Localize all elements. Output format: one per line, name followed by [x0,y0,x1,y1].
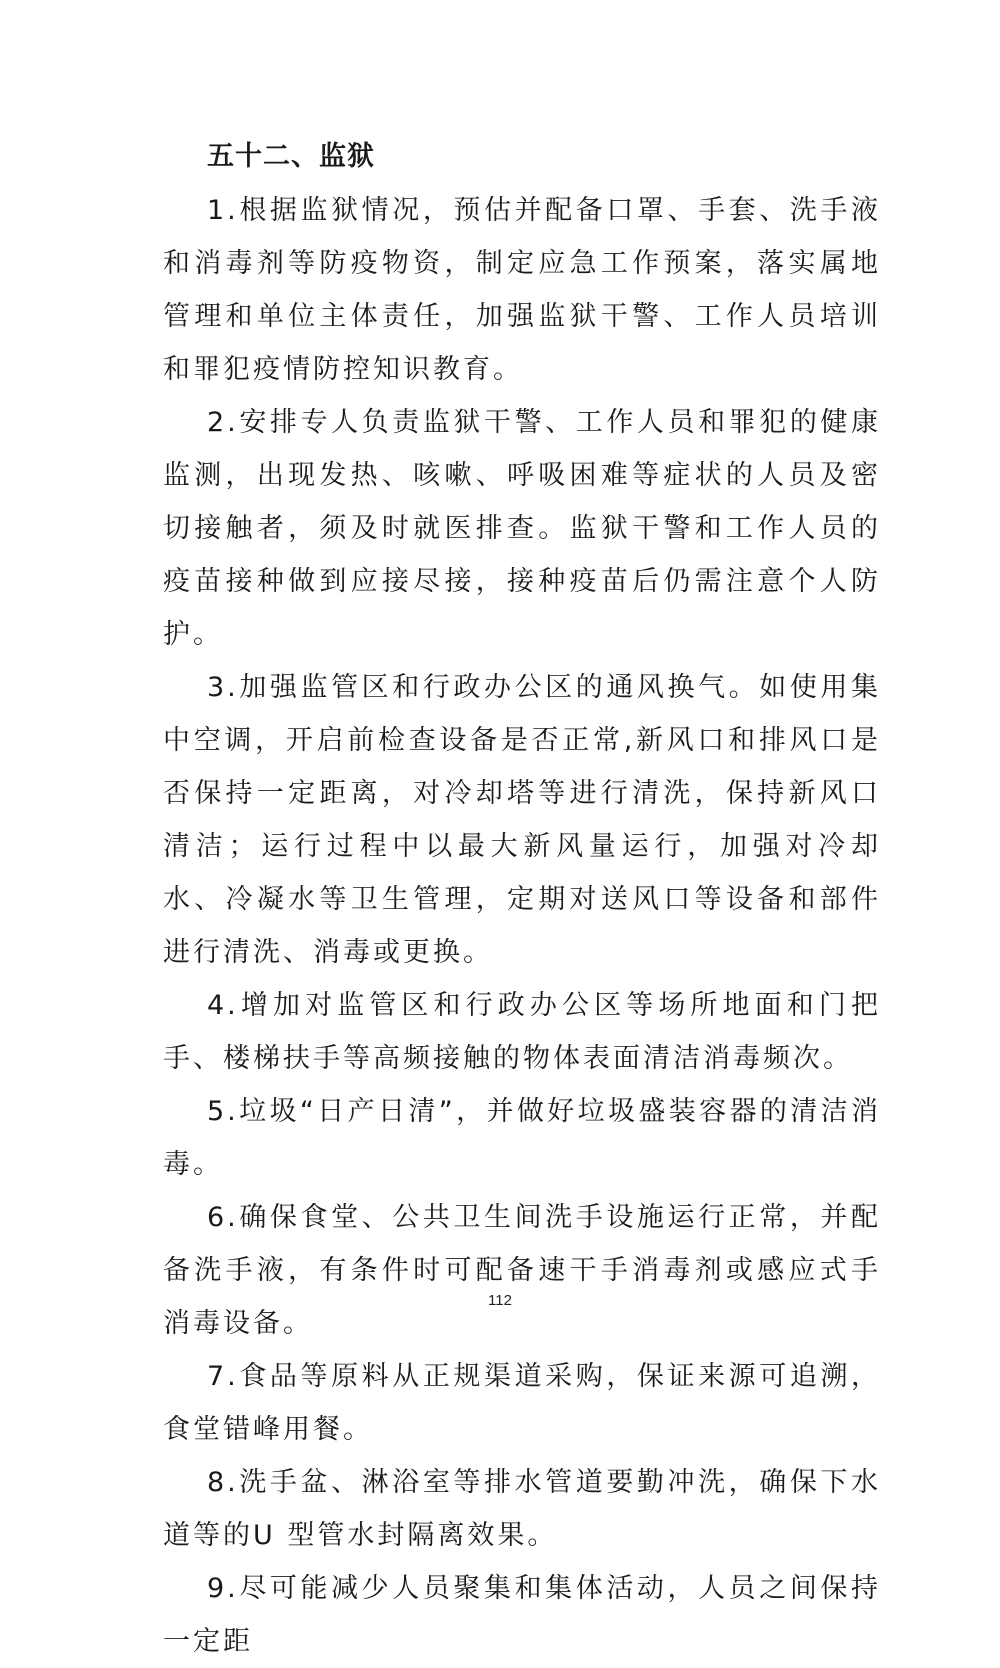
paragraph-1: 1.根据监狱情况，预估并配备口罩、手套、洗手液和消毒剂等防疫物资，制定应急工作预案，落实属地管理和单位主体责任，加强监狱干警、工作人员培训和罪犯疫情防控知识教育。 [163,195,881,385]
paragraph-2: 2.安排专人负责监狱干警、工作人员和罪犯的健康监测，出现发热、咳嗽、呼吸困难等症状的人员及密切接触者，须及时就医排查。监狱干警和工作人员的疫苗接种做到应接尽接，接种疫苗后仍需注意个人防护。 [163,407,881,650]
paragraph-4: 4.增加对监管区和行政办公区等场所地面和门把手、楼梯扶手等高频接触的物体表面清洁消毒频次。 [163,990,881,1074]
paragraph-9: 9.尽可能减少人员聚集和集体活动，人员之间保持一定距 [163,1573,881,1657]
paragraph-5: 5.垃圾“日产日清”，并做好垃圾盛装容器的清洁消毒。 [163,1096,881,1180]
section-heading: 五十二、监狱 [207,141,375,172]
page-number: 112 [488,1292,512,1309]
paragraph-7: 7.食品等原料从正规渠道采购，保证来源可追溯，食堂错峰用餐。 [163,1361,881,1445]
document-body [163,130,881,1668]
paragraph-8: 8.洗手盆、淋浴室等排水管道要勤冲洗，确保下水道等的U 型管水封隔离效果。 [163,1467,881,1551]
paragraph-6: 6.确保食堂、公共卫生间洗手设施运行正常，并配备洗手液，有条件时可配备速干手消毒剂或感应式手消毒设备。 [163,1202,881,1339]
paragraph-3: 3.加强监管区和行政办公区的通风换气。如使用集中空调，开启前检查设备是否正常,新风口和排风口是否保持一定距离，对冷却塔等进行清洗，保持新风口清洁；运行过程中以最大新风量运行，加强对冷却水、冷凝水等卫生管理，定期对送风口等设备和部件进行清洗、消毒或更换。 [163,672,881,968]
